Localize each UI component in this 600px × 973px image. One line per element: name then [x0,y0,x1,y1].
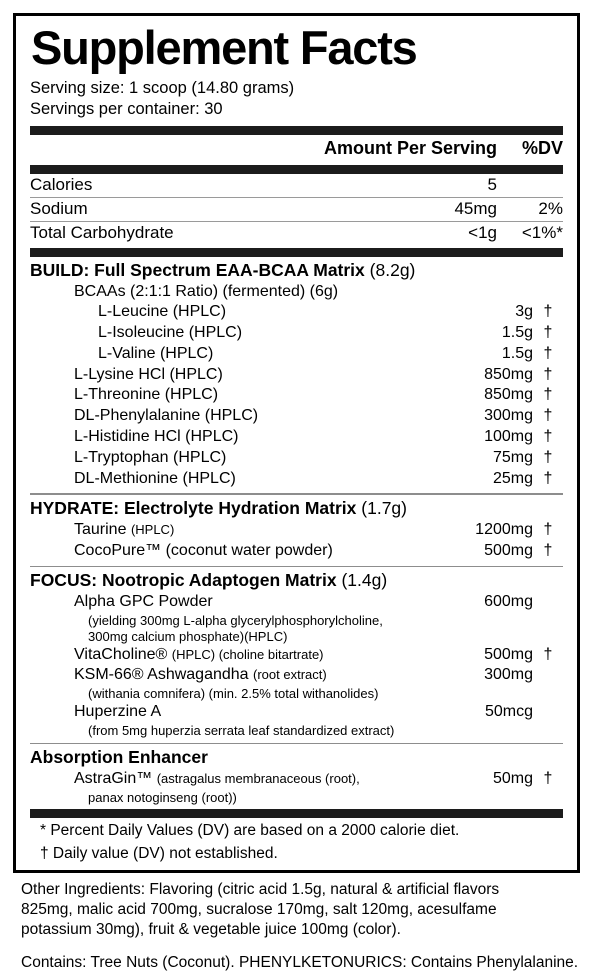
ingredient-name: DL-Methionine (HPLC) [74,469,236,487]
ingredient-subtext: 300mg calcium phosphate)(HPLC) [88,628,288,644]
ingredient-subtext: panax notoginseng (root)) [88,789,237,805]
ingredient-amount: 1.5g [501,344,533,362]
ingredient-dagger: † [543,645,553,663]
ingredient-dagger: † [543,541,553,559]
nutrient-dv: 2% [538,198,563,218]
list-item [30,427,563,448]
nutrient-name: Calories [30,174,93,194]
nutrient-amount: <1g [468,222,497,242]
section-heading [30,495,563,520]
ingredient-dagger: † [543,407,553,425]
section-absorption-enhancer [30,744,563,806]
list-item [30,323,563,344]
table-row [30,174,563,198]
ingredient-dagger: † [543,469,553,487]
ingredient-dagger: † [543,365,553,383]
ingredient-subtext: (from 5mg huperzia serrata leaf standardized extract) [88,722,395,738]
divider-thick-top [30,126,563,135]
nutrition-table [30,174,563,245]
ingredient-subtext: (yielding 300mg L-alpha glycerylphosphorylcholine, [88,612,383,628]
ingredient-name [74,645,484,666]
ingredient-amount: 850mg [484,386,533,404]
section-weight: (1.4g) [341,570,388,591]
section-weight: (8.2g) [369,259,416,280]
percent-dv-header: %DV [521,137,563,158]
ingredient-dagger: † [543,770,553,788]
divider-thick-nutrition [30,248,563,257]
list-item [30,448,563,469]
spacer [21,941,572,953]
nutrient-amount: 45mg [454,198,497,218]
list-item [30,702,563,723]
ingredient-amount: 100mg [484,428,533,446]
ingredient-suffix: (HPLC) (choline bitartrate) [171,646,324,662]
other-ingredients-line: Other Ingredients: Flavoring (citric acid 1.5g, natural & artificial flavors [21,881,500,899]
ingredient-amount: 1.5g [501,324,533,342]
ingredient-dagger: † [543,324,553,342]
ingredient-dagger: † [543,520,553,538]
list-item [30,344,563,365]
list-item [30,592,563,613]
serving-size: Serving size: 1 scoop (14.80 grams) [30,78,295,97]
section-hydrate [30,495,563,562]
list-item [30,302,563,323]
list-item [30,645,563,666]
ingredient-amount: 50mcg [484,703,533,721]
table-row [30,222,563,245]
ingredient-name: L-Histidine HCl (HPLC) [74,428,239,446]
ingredient-amount: 500mg [484,541,533,559]
ingredient-name: Alpha GPC Powder [74,593,213,611]
ingredient-name: L-Isoleucine (HPLC) [98,324,243,342]
ingredient-subtext: (withania comnifera) (min. 2.5% total withanolides) [88,686,379,702]
section-heading [30,567,563,592]
list-item [30,541,563,562]
nutrient-name: Sodium [30,198,88,218]
ingredient-name: L-Threonine (HPLC) [74,386,219,404]
list-item [30,365,563,386]
ingredient-label: VitaCholine® [74,645,168,663]
ingredient-name: L-Leucine (HPLC) [98,303,227,321]
section-title: BUILD: Full Spectrum EAA-BCAA Matrix [30,259,365,280]
ingredient-name: Huperzine A [74,703,162,721]
section-heading [30,744,563,769]
list-item [30,385,563,406]
ingredient-name: CocoPure™ (coconut water powder) [74,541,333,559]
other-ingredients-line: 825mg, malic acid 700mg, sucralose 170mg, salt 120mg, acesulfame [21,901,497,919]
list-item [30,665,563,686]
servings-per-container: Servings per container: 30 [30,99,223,118]
section-weight: (1.7g) [361,497,407,518]
ingredient-name: DL-Phenylalanine (HPLC) [74,407,259,425]
ingredient-name: L-Lysine HCl (HPLC) [74,365,223,383]
ingredient-name [74,520,475,541]
ingredient-name: BCAAs (2:1:1 Ratio) (fermented) (6g) [74,282,339,300]
ingredient-amount: 850mg [484,365,533,383]
outside-panel-text [13,873,580,973]
ingredient-amount: 600mg [484,593,533,611]
ingredient-name [74,769,493,790]
ingredient-label: Taurine [74,520,127,538]
ingredient-suffix: (astragalus membranaceous (root), [156,771,360,787]
divider-thick-headers [30,165,563,174]
list-item [30,282,563,303]
section-focus [30,567,563,739]
contains-allergen-statement: Contains: Tree Nuts (Coconut). PHENYLKETONURICS: Contains Phenylalanine. [21,953,579,971]
ingredient-amount: 500mg [484,645,533,663]
divider-thick-footnotes [30,809,563,818]
ingredient-amount: 300mg [484,407,533,425]
nutrient-name: Total Carbohydrate [30,222,174,242]
amount-per-serving-header: Amount Per Serving [323,137,497,158]
ingredient-dagger: † [543,428,553,446]
ingredient-label: AstraGin™ [74,770,153,788]
ingredient-name: L-Tryptophan (HPLC) [74,448,227,466]
ingredient-amount: 300mg [484,666,533,684]
other-ingredients-line: potassium 30mg), fruit & vegetable juice 100mg (color). [21,921,401,939]
nutrient-amount: 5 [487,174,497,194]
footnote-percent-dv: * Percent Daily Values (DV) are based on a 2000 calorie diet. [40,821,460,839]
ingredient-name: L-Valine (HPLC) [98,344,214,362]
list-item [30,769,563,790]
ingredient-dagger: † [543,303,553,321]
column-headers [30,135,563,162]
ingredient-suffix: (HPLC) [130,521,175,537]
ingredient-amount: 3g [515,303,533,321]
facts-panel [13,13,580,873]
page-title: Supplement Facts [31,21,417,74]
section-heading [30,257,563,282]
ingredient-dagger: † [543,344,553,362]
list-item [30,520,563,541]
ingredient-name [74,665,484,686]
section-title: Absorption Enhancer [30,747,208,768]
section-title: HYDRATE: Electrolyte Hydration Matrix [30,497,357,518]
ingredient-label: KSM-66® Ashwagandha [74,666,249,684]
ingredient-dagger: † [543,386,553,404]
ingredient-amount: 25mg [492,469,533,487]
ingredient-amount: 75mg [492,448,533,466]
section-build [30,257,563,490]
ingredient-amount: 1200mg [475,520,533,538]
ingredient-amount: 50mg [492,770,533,788]
list-item [30,406,563,427]
ingredient-dagger: † [543,448,553,466]
ingredient-suffix: (root extract) [253,667,327,683]
section-title: FOCUS: Nootropic Adaptogen Matrix [30,570,337,591]
footnote-dagger: † Daily value (DV) not established. [40,844,278,862]
list-item [30,469,563,490]
table-row [30,198,563,222]
nutrient-dv: <1%* [521,222,563,242]
